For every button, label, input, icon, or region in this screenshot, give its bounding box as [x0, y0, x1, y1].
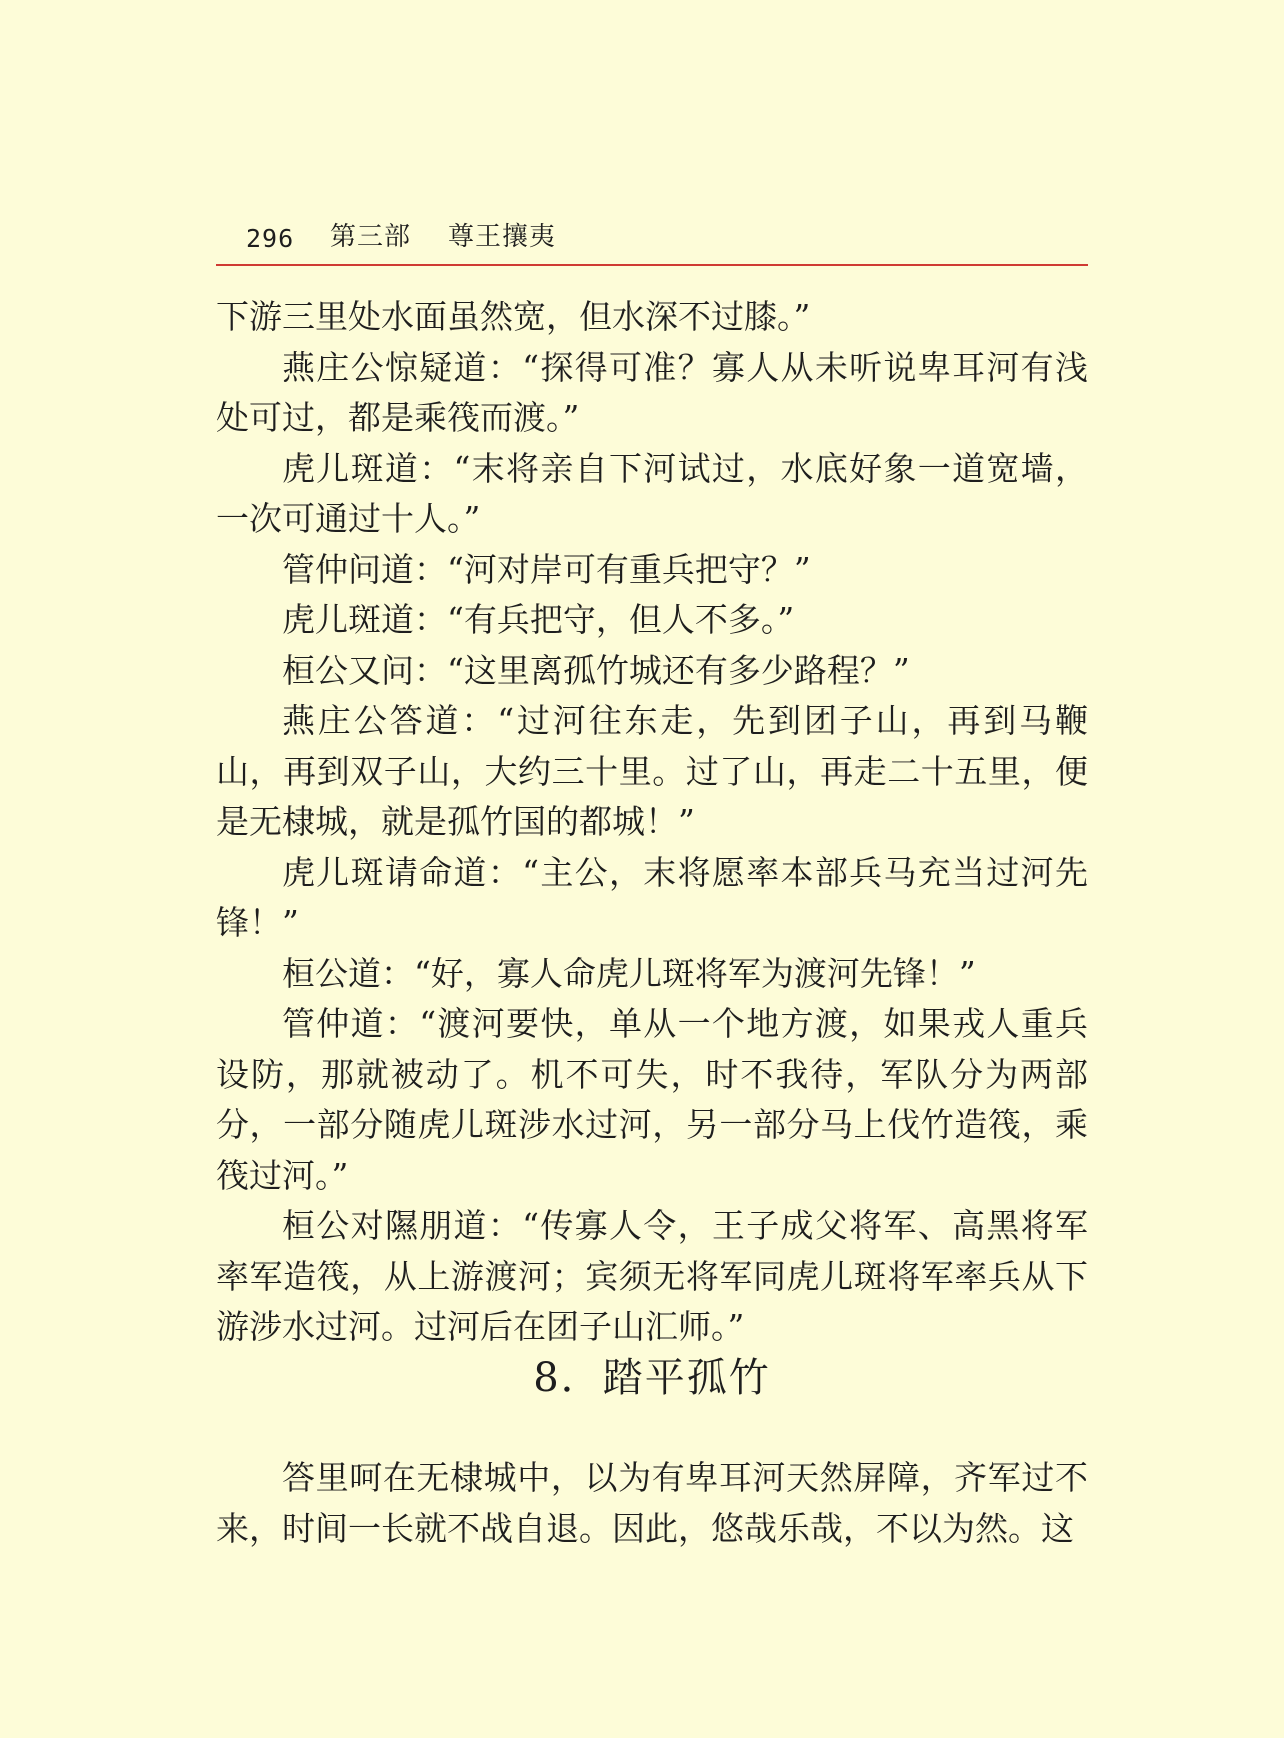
paragraph: 虎儿斑道：“有兵把守，但人不多。”	[282, 600, 795, 639]
paragraph: 虎儿斑请命道：“主公，末将愿率本部兵马充当过河先锋！”	[216, 852, 1088, 942]
paragraph: 燕庄公惊疑道：“探得可准？寡人从未听说卑耳河有浅处可过，都是乘筏而渡。”	[216, 347, 1088, 437]
page-number: 296	[246, 224, 295, 253]
body-text	[216, 292, 1088, 1353]
paragraph: 管仲道：“渡河要快，单从一个地方渡，如果戎人重兵设防，那就被动了。机不可失，时不我待，军队分为两部分，一部分随虎儿斑涉水过河，另一部分马上伐竹造筏，乘筏过河。”	[216, 1004, 1088, 1195]
paragraph: 桓公道：“好，寡人命虎儿斑将军为渡河先锋！”	[282, 953, 976, 993]
paragraph: 答里呵在无棣城中，以为有卑耳河天然屏障，齐军过不来，时间一长就不战自退。因此，悠哉乐哉，不以为然。这	[216, 1458, 1088, 1548]
paragraph: 桓公又问：“这里离孤竹城还有多少路程？”	[282, 650, 910, 690]
paragraph: 燕庄公答道：“过河往东走，先到团子山，再到马鞭山，再到双子山，大约三十里。过了山，再走二十五里，便是无棣城，就是孤竹国的都城！”	[216, 701, 1088, 841]
paragraph: 管仲问道：“河对岸可有重兵把守？”	[282, 549, 811, 589]
part-label: 第三部	[330, 222, 412, 252]
section-heading: 8．踏平孤竹	[533, 1355, 771, 1401]
part-title: 尊王攘夷	[448, 222, 557, 252]
paragraph: 虎儿斑道：“末将亲自下河试过，水底好象一道宽墙，一次可通过十人。”	[216, 448, 1088, 538]
section-text	[216, 1452, 1088, 1554]
header-rule	[216, 264, 1088, 266]
paragraph: 桓公对隰朋道：“传寡人令，王子成父将军、高黑将军率军造筏，从上游渡河；宾须无将军同虎儿斑将军率兵从下游涉水过河。过河后在团子山汇师。”	[216, 1206, 1088, 1346]
running-head	[216, 220, 1088, 264]
paragraph: 下游三里处水面虽然宽，但水深不过膝。”	[216, 297, 811, 336]
